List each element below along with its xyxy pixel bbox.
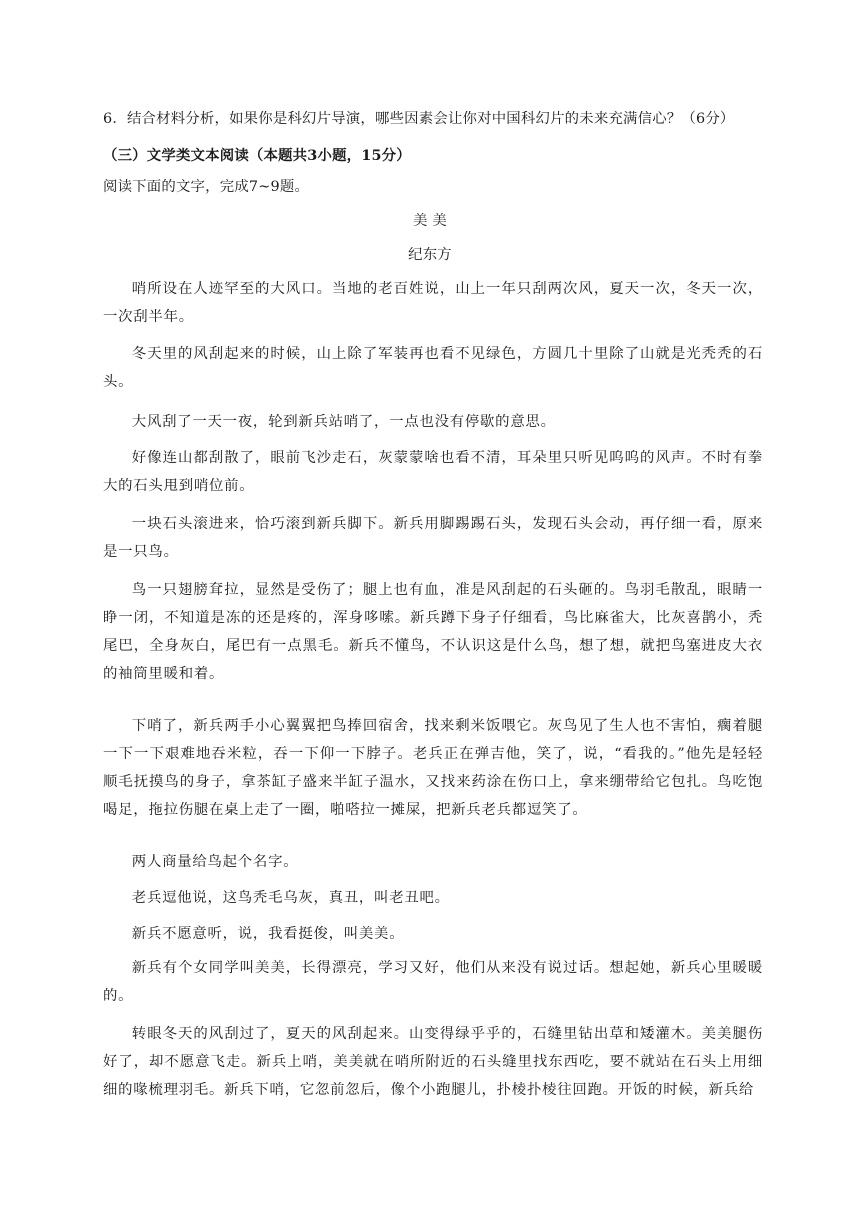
story-author: 纪东方 <box>408 247 452 263</box>
story-paragraph-2: 冬天里的风刮起来的时候，山上除了军装再也看不见绿色，方圆几十里除了山就是光秃秃的石头。 <box>103 346 763 390</box>
reading-instruction: 阅读下面的文字，完成7~9题。 <box>103 179 310 195</box>
story-paragraph-12: 转眼冬天的风刮过了，夏天的风刮起来。山变得绿乎乎的，石缝里钻出草和矮灌木。美美腿伤好了，却不愿意飞走。新兵上哨，美美就在哨所附近的石头缝里找东西吃，要不就站在石头上用细细的喙梳理羽毛。新兵下哨，它忽前忽后，像个小跑腿儿，扑棱扑棱往回跑。开饭的时候，新兵给 <box>103 1026 763 1098</box>
story-paragraph-11: 新兵有个女同学叫美美，长得漂亮，学习又好，他们从来没有说过话。想起她，新兵心里暖暖的。 <box>103 960 763 1004</box>
story-paragraph-4: 好像连山都刮散了，眼前飞沙走石，灰蒙蒙啥也看不清，耳朵里只听见呜呜的风声。不时有拳大的石头甩到哨位前。 <box>103 450 763 494</box>
story-paragraph-7: 下哨了，新兵两手小心翼翼把鸟捧回宿舍，找来剩米饭喂它。灰鸟见了生人也不害怕，瘸着腿一下一下艰难地吞米粒，吞一下仰一下脖子。老兵正在弹吉他，笑了，说，“看我的。”他先是轻轻顺毛抚摸鸟的身子，拿茶缸子盛来半缸子温水，又找来药涂在伤口上，拿来绷带给它包扎。鸟吃饱喝足，拖拉伤腿在桌上走了一圈，啪嗒拉一摊屎，把新兵老兵都逗笑了。 <box>103 718 763 818</box>
story-paragraph-8: 两人商量给鸟起个名字。 <box>131 854 299 870</box>
story-paragraph-6: 鸟一只翅膀耷拉，显然是受伤了；腿上也有血，准是风刮起的石头砸的。鸟羽毛散乱，眼睛一睁一闭，不知道是冻的还是疼的，浑身哆嗦。新兵蹲下身子仔细看，鸟比麻雀大，比灰喜鹊小，秃尾巴，全身灰白，尾巴有一点黑毛。新兵不懂鸟，不认识这是什么鸟，想了想，就把鸟塞进皮大衣的袖筒里暖和着。 <box>103 582 763 682</box>
section-heading: （三）文学类文本阅读（本题共3小题，15分） <box>103 147 411 164</box>
question-6: 6．结合材料分析，如果你是科幻片导演，哪些因素会让你对中国科幻片的未来充满信心？（6分） <box>103 111 735 127</box>
story-paragraph-5: 一块石头滚进来，恰巧滚到新兵脚下。新兵用脚踢踢石头，发现石头会动，再仔细一看，原来是一只鸟。 <box>103 516 763 560</box>
story-title: 美 美 <box>413 213 447 229</box>
story-paragraph-1: 哨所设在人迹罕至的大风口。当地的老百姓说，山上一年只刮两次风，夏天一次，冬天一次，一次刮半年。 <box>103 281 763 325</box>
story-paragraph-3: 大风刮了一天一夜，轮到新兵站哨了，一点也没有停歇的意思。 <box>131 414 556 430</box>
story-paragraph-10: 新兵不愿意听，说，我看挺俊，叫美美。 <box>131 926 405 942</box>
story-paragraph-9: 老兵逗他说，这鸟秃毛乌灰，真丑，叫老丑吧。 <box>131 890 450 906</box>
